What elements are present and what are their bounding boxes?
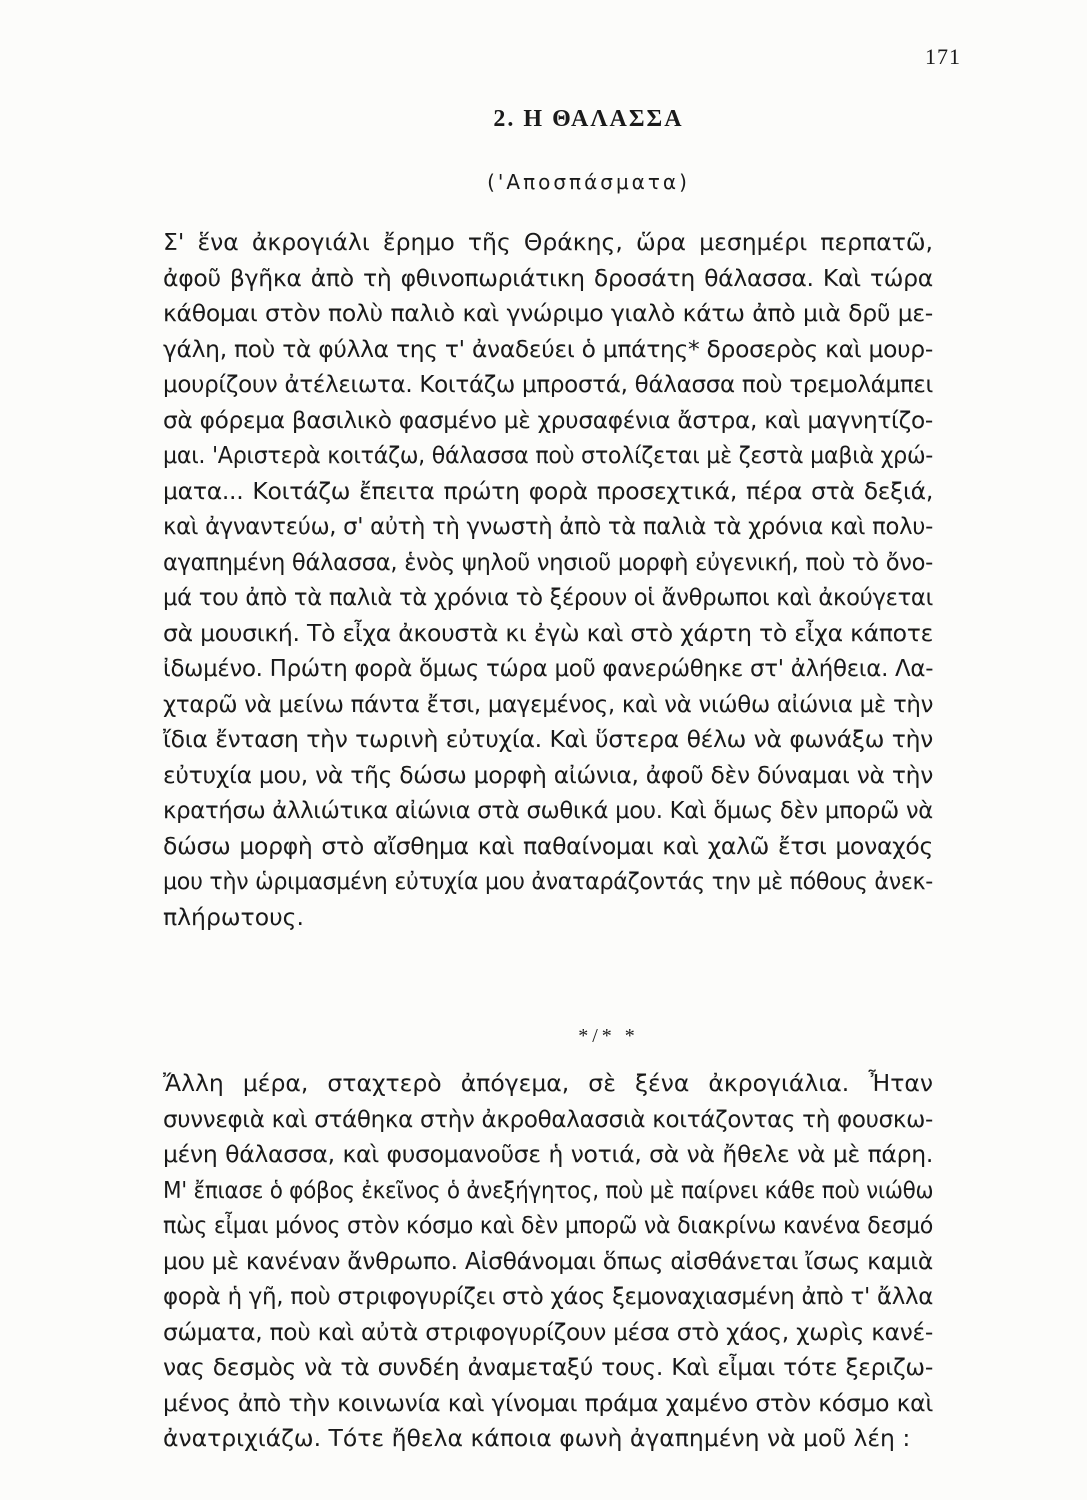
- page-number: 171: [925, 44, 961, 69]
- text-line: δώσω μορφὴ στὸ αἴσθημα καὶ παθαίνομαι καὶ χαλῶ ἔτσι μοναχός: [163, 831, 933, 860]
- chapter-title: 2. Η ΘΑΛΑΣΣΑ: [493, 106, 684, 132]
- text-line: εὐτυχία μου, νὰ τῆς δώσω μορφὴ αἰώνια, ἀφοῦ δὲν δύναμαι νὰ τὴν: [163, 760, 933, 789]
- text-line: μου μὲ κανέναν ἄνθρωπο. Αἰσθάνομαι ὅπως αἰσθάνεται ἴσως καμιὰ: [163, 1246, 933, 1275]
- text-line: ματα... Κοιτάζω ἔπειτα πρώτη φορὰ προσεχτικά, πέρα στὰ δεξιά,: [163, 476, 933, 505]
- text-line: φορὰ ἡ γῆ, ποὺ στριφογυρίζει στὸ χάος ξεμοναχιασμένη ἀπὸ τ' ἄλλα: [163, 1282, 934, 1310]
- text-line: σώματα, ποὺ καὶ αὐτὰ στριφογυρίζουν μέσα στὸ χάος, χωρὶς κανέ-: [163, 1317, 933, 1346]
- text-line: μαι. 'Αριστερὰ κοιτάζω, θάλασσα ποὺ στολίζεται μὲ ζεστὰ μαβιὰ χρώ-: [163, 441, 934, 469]
- text-line: σὰ μουσική. Τὸ εἶχα ἀκουστὰ κι ἐγὼ καὶ στὸ χάρτη τὸ εἶχα κάποτε: [163, 618, 933, 647]
- text-line: κρατήσω ἀλλιώτικα αἰώνια στὰ σωθικά μου. Καὶ ὅμως δὲν μπορῶ νὰ: [163, 796, 933, 824]
- text-line: πλήρωτους.: [163, 902, 304, 931]
- text-line: πὼς εἶμαι μόνος στὸν κόσμο καὶ δὲν μπορῶ νὰ διακρίνω κανένα δεσμό: [163, 1211, 933, 1239]
- text-line: αγαπημένη θάλασσα, ἑνὸς ψηλοῦ νησιοῦ μορφὴ εὐγενική, ποὺ τὸ ὄνο-: [163, 547, 934, 576]
- paragraph-1: [163, 225, 933, 935]
- text-line: μά του ἀπὸ τὰ παλιὰ τὰ χρόνια τὸ ξέρουν οἱ ἄνθρωποι καὶ ἀκούγεται: [163, 583, 933, 611]
- text-line: γάλη, ποὺ τὰ φύλλα της τ' ἀναδεύει ὁ μπάτης* δροσερὸς καὶ μουρ-: [163, 334, 933, 363]
- text-line: ἴδια ἔνταση τὴν τωρινὴ εὐτυχία. Καὶ ὕστερα θέλω νὰ φωνάξω τὴν: [163, 725, 933, 753]
- subtitle: ('Αποσπάσματα): [487, 170, 690, 194]
- text-line: μου τὴν ὡριμασμένη εὐτυχία μου ἀναταράζοντάς την μὲ πόθους ἀνεκ-: [163, 867, 934, 895]
- section-separator: */* *: [578, 1025, 639, 1047]
- text-line: Μ' ἔπιασε ὁ φόβος ἐκεῖνος ὁ ἀνεξήγητος, ποὺ μὲ παίρνει κάθε ποὺ νιώθω: [163, 1175, 934, 1204]
- text-line: Ἄλλη μέρα, σταχτερὸ ἀπόγεμα, σὲ ξένα ἀκρογιάλια. Ἦταν: [163, 1069, 933, 1097]
- text-line: ἀνατριχιάζω. Τότε ἤθελα κάποια φωνὴ ἀγαπημένη νὰ μοῦ λέη :: [163, 1424, 911, 1452]
- text-line: νας δεσμὸς νὰ τὰ συνδέη ἀναμεταξύ τους. Καὶ εἶμαι τότε ξεριζω-: [163, 1353, 933, 1381]
- text-line: μουρίζουν ἀτέλειωτα. Κοιτάζω μπροστά, θάλασσα ποὺ τρεμολάμπει: [163, 370, 934, 398]
- text-line: Σ' ἕνα ἀκρογιάλι ἔρημο τῆς Θράκης, ὥρα μεσημέρι περπατῶ,: [163, 228, 933, 256]
- text-line: συννεφιὰ καὶ στάθηκα στὴν ἀκροθαλασσιὰ κοιτάζοντας τὴ φουσκω-: [163, 1104, 934, 1133]
- text-line: ἰδωμένο. Πρώτη φορὰ ὅμως τώρα μοῦ φανερώθηκε στ' ἀλήθεια. Λα-: [163, 654, 934, 682]
- text-line: χταρῶ νὰ μείνω πάντα ἔτσι, μαγεμένος, καὶ νὰ νιώθω αἰώνια μὲ τὴν: [163, 689, 934, 718]
- text-line: μένη θάλασσα, καὶ φυσομανοῦσε ἡ νοτιά, σὰ νὰ ἤθελε νὰ μὲ πάρη.: [163, 1140, 933, 1168]
- text-line: καὶ ἀγναντεύω, σ' αὐτὴ τὴ γνωστὴ ἀπὸ τὰ παλιὰ τὰ χρόνια καὶ πολυ-: [163, 512, 933, 540]
- text-line: ἀφοῦ βγῆκα ἀπὸ τὴ φθινοπωριάτικη δροσάτη θάλασσα. Καὶ τώρα: [163, 263, 933, 292]
- text-line: κάθομαι στὸν πολὺ παλιὸ καὶ γνώριμο γιαλὸ κάτω ἀπὸ μιὰ δρῦ με-: [163, 299, 933, 327]
- paragraph-2: [163, 1066, 933, 1457]
- text-line: μένος ἀπὸ τὴν κοινωνία καὶ γίνομαι πράμα χαμένο στὸν κόσμο καὶ: [163, 1388, 933, 1417]
- text-line: σὰ φόρεμα βασιλικὸ φασμένο μὲ χρυσαφένια ἄστρα, καὶ μαγνητίζο-: [163, 405, 933, 434]
